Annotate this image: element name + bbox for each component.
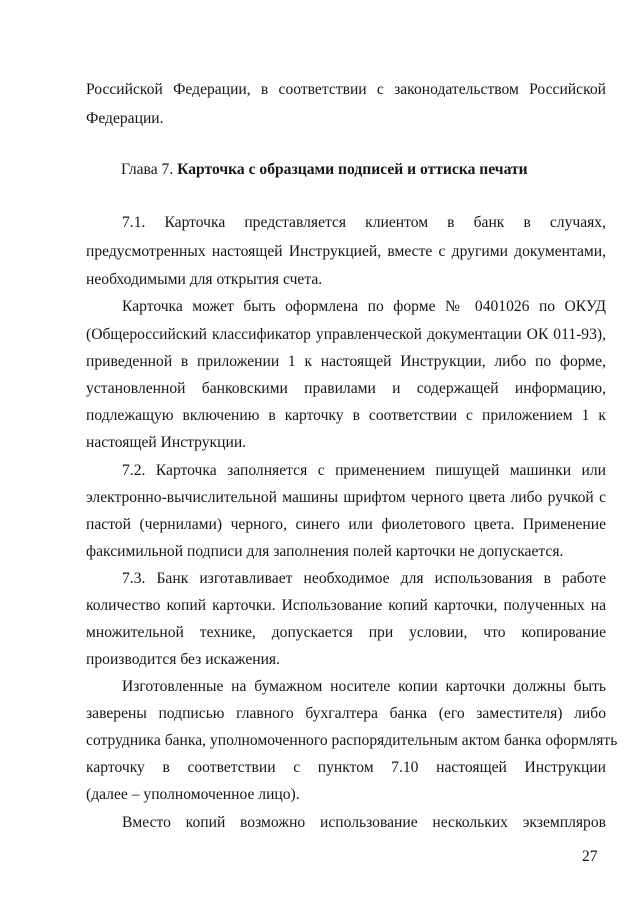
text-line: предусмотренных настоящей Инструкцией, вместе с другими документами,	[86, 243, 606, 260]
text-line: приведенной в приложении 1 к настоящей Инструкции, либо по форме,	[86, 353, 606, 370]
text-line: заверены подписью главного бухгалтера банка (его заместителя) либо	[86, 705, 606, 722]
text-line: 7.2. Карточка заполняется с применением пишущей машинки или	[122, 462, 606, 479]
text-line: Федерации.	[86, 110, 164, 127]
text-line: установленной банковскими правилами и содержащей информацию,	[86, 380, 606, 397]
text-line: Изготовленные на бумажном носителе копии карточки должны быть	[122, 678, 606, 695]
page-number: 27	[582, 848, 598, 865]
text-line: Вместо копий возможно использование нескольких экземпляров	[122, 814, 606, 831]
text-line: карточку в соответствии с пунктом 7.10 настоящей Инструкции	[86, 759, 606, 776]
text-line: Карточка может быть оформлена по форме № 0401026 по ОКУД	[122, 298, 606, 315]
text-line: сотрудника банка, уполномоченного распорядительным актом банка оформлять	[86, 732, 618, 749]
text-line: факсимильной подписи для заполнения полей карточки не допускается.	[86, 543, 564, 560]
text-line: необходимыми для открытия счета.	[86, 271, 323, 288]
text-line: Российской Федерации, в соответствии с законодательством Российской	[86, 81, 606, 98]
chapter-heading-prefix: Глава 7.	[121, 161, 174, 178]
text-line: множительной технике, допускается при условии, что копирование	[86, 624, 606, 641]
text-line: подлежащую включению в карточку в соответствии с приложением 1 к	[86, 407, 606, 424]
chapter-heading	[121, 160, 528, 180]
text-line: электронно-вычислительной машины шрифтом черного цвета либо ручкой с	[86, 489, 606, 506]
chapter-heading-title: Карточка с образцами подписей и оттиска печати	[177, 161, 528, 178]
text-line: (далее – уполномоченное лицо).	[86, 786, 300, 803]
text-line: настоящей Инструкции.	[86, 434, 247, 451]
text-line: 7.3. Банк изготавливает необходимое для использования в работе	[122, 570, 606, 587]
text-line: (Общероссийский классификатор управленческой документации ОК 011-93),	[86, 326, 606, 343]
text-line: пастой (чернилами) черного, синего или фиолетового цвета. Применение	[86, 516, 606, 533]
text-line: 7.1. Карточка представляется клиентом в банк в случаях,	[122, 214, 606, 231]
text-line: производится без искажения.	[86, 651, 281, 668]
text-line: количество копий карточки. Использование копий карточки, полученных на	[86, 597, 606, 614]
